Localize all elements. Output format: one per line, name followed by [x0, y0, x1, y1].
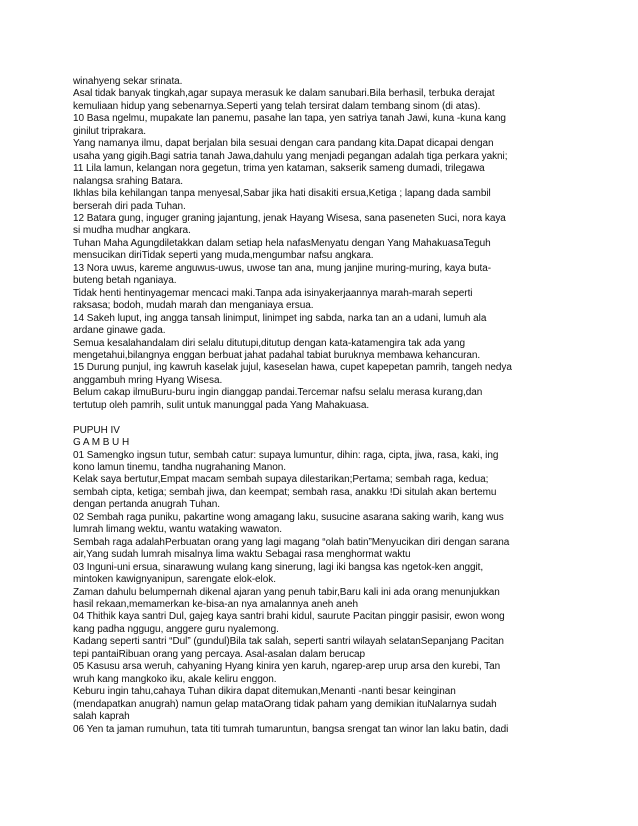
text-line: tepi pantaiRibuan orang yang percaya. Asal-asalan dalam berucap	[73, 648, 366, 660]
text-line: Asal tidak banyak tingkah,agar supaya merasuk ke dalam sanubari.Bila berhasil, terbuka derajat	[73, 88, 495, 100]
text-line: 15 Durung punjul, ing kawruh kaselak jujul, kaseselan hawa, cupet kapepetan pamrih, tangeh nedya	[73, 362, 512, 374]
text-line: 04 Thithik kaya santri Dul, gajeg kaya santri brahi kidul, saurute Pacitan pinggir pasisir, ewon wong	[73, 611, 505, 623]
text-line: Semua kesalahandalam diri selalu ditutupi,ditutup dengan kata-katamengira tak ada yang	[73, 337, 466, 349]
stanza-block-pupuh-iv	[73, 450, 563, 736]
text-line: Kelak saya bertutur,Empat macam sembah supaya dilestarikan;Pertama; sembah raga, kedua;	[73, 474, 489, 486]
text-line: Keburu ingin tahu,cahaya Tuhan dikira dapat ditemukan,Menanti -nanti besar keinginan	[73, 686, 456, 698]
section-spacer	[73, 412, 563, 424]
text-line: 14 Sakeh luput, ing angga tansah linimput, linimpet ing sabda, narka tan an a udani, lumuh ala	[73, 312, 487, 324]
text-line: berserah diri pada Tuhan.	[73, 200, 186, 212]
text-line: mengetahui,bilangnya enggan berbuat jahat padahal tabiat buruknya membawa kehancuran.	[73, 349, 481, 361]
text-line: 05 Kasusu arsa weruh, cahyaning Hyang kinira yen karuh, ngarep-arep urup arsa den kurebi, Tan	[73, 661, 501, 673]
text-line: nalangsa srahing Batara.	[73, 175, 183, 187]
text-line: 01 Samengko ingsun tutur, sembah catur: supaya lumuntur, dihin: raga, cipta, jiwa, rasa, kaki, ing	[73, 449, 499, 461]
text-line: Zaman dahulu belumpernah dikenal ajaran yang penuh tabir,Baru kali ini ada orang menunjukkan	[73, 586, 500, 598]
text-line: usaha yang gigih.Bagi satria tanah Jawa,dahulu yang menjadi pegangan adalah tiga perkara yakni;	[73, 150, 508, 162]
text-line: salah kaprah	[73, 711, 130, 723]
text-line: Kadang seperti santri “Dul” (gundul)Bila tak salah, seperti santri wilayah selatanSepanjang Pacitan	[73, 636, 504, 648]
text-line: 03 Inguni-uni ersua, sinarawung wulang kang sinerung, lagi iki bangsa kas ngetok-ken anggit,	[73, 561, 484, 573]
text-line: 13 Nora uwus, kareme anguwus-uwus, uwose tan ana, mung janjine muring-muring, kaya buta-	[73, 262, 492, 274]
text-line: Tidak henti hentinyagemar mencaci maki.Tanpa ada isinyakerjaannya marah-marah seperti	[73, 287, 473, 299]
text-line: 06 Yen ta jaman rumuhun, tata titi tumrah tumaruntun, bangsa srengat tan winor lan laku batin, dadi	[73, 723, 509, 735]
text-line: Yang namanya ilmu, dapat berjalan bila sesuai dengan cara pandang kita.Dapat dicapai dengan	[73, 138, 494, 150]
text-line: 02 Sembah raga puniku, pakartine wong amagang laku, susucine asarana saking warih, kang wus	[73, 511, 504, 523]
text-line: (mendapatkan anugrah) namun gelap mataOrang tidak paham yang demikian ituNalarnya sudah	[73, 698, 497, 710]
text-line: mintoken kawignyanipun, sarengate elok-elok.	[73, 574, 276, 586]
text-line: sembah cipta, ketiga; sembah jiwa, dan keempat; sembah rasa, anakku !Di situlah akan bertemu	[73, 486, 497, 498]
text-line: ardane ginawe gada.	[73, 325, 166, 337]
text-line: anggambuh mring Hyang Wisesa.	[73, 374, 223, 386]
text-line: kemuliaan hidup yang sebenarnya.Seperti yang telah tersirat dalam tembang sinom (di atas).	[73, 100, 481, 112]
text-line: wruh kang mangkoko iku, akale keliru enggon.	[73, 673, 277, 685]
text-line: tertutup oleh pamrih, sulit untuk manunggal pada Yang Mahakuasa.	[73, 399, 370, 411]
section-subtitle: G A M B U H	[73, 437, 130, 449]
text-line: lumrah limang wektu, wantu wataking wawaton.	[73, 524, 283, 536]
text-line: mensucikan diriTidak seperti yang muda,mengumbar nafsu angkara.	[73, 250, 374, 262]
text-line: kang padha nggugu, anggere guru nyalemong.	[73, 623, 279, 635]
text-line: Sembah raga adalahPerbuatan orang yang lagi magang “olah batin”Menyucikan diri dengan sarana	[73, 536, 510, 548]
text-line: dengan pertanda anugrah Tuhan.	[73, 499, 220, 511]
text-line: hasil rekaan,memamerkan ke-bisa-an nya amalannya aneh aneh	[73, 599, 359, 611]
text-line: 11 Lila lamun, kelangan nora gegetun, trima yen kataman, sakserik sameng dumadi, trilegawa	[73, 163, 485, 175]
text-line: 12 Batara gung, inguger graning jajantung, jenak Hayang Wisesa, sana paseneten Suci, nora kaya	[73, 212, 506, 224]
text-line: Belum cakap ilmuBuru-buru ingin dianggap pandai.Tercemar nafsu selalu merasa kurang,dan	[73, 387, 483, 399]
text-line: buteng betah nganiaya.	[73, 275, 177, 287]
text-line: Tuhan Maha Agungdiletakkan dalam setiap hela nafasMenyatu dengan Yang MahakuasaTeguh	[73, 237, 491, 249]
stanza-block-pupuh-iii	[73, 76, 563, 412]
text-line: si mudha mudhar angkara.	[73, 225, 191, 237]
text-line: kono lamun tinemu, tandha nugrahaning Manon.	[73, 462, 286, 474]
text-line: ginilut triprakara.	[73, 125, 146, 137]
text-line: raksasa; bodoh, mudah marah dan menganiaya ersua.	[73, 300, 314, 312]
section-title: PUPUH IV	[73, 424, 120, 436]
text-line: winahyeng sekar srinata.	[73, 76, 183, 87]
text-line: Ikhlas bila kehilangan tanpa menyesal,Sabar jika hati disakiti ersua,Ketiga ; lapang dada sambil	[73, 188, 491, 200]
text-line: 10 Basa ngelmu, mupakate lan panemu, pasahe lan tapa, yen satriya tanah Jawi, kuna -kuna kang	[73, 113, 506, 125]
text-line: air,Yang sudah lumrah misalnya lima waktu Sebagai rasa menghormat waktu	[73, 549, 411, 561]
document-body	[73, 76, 563, 736]
